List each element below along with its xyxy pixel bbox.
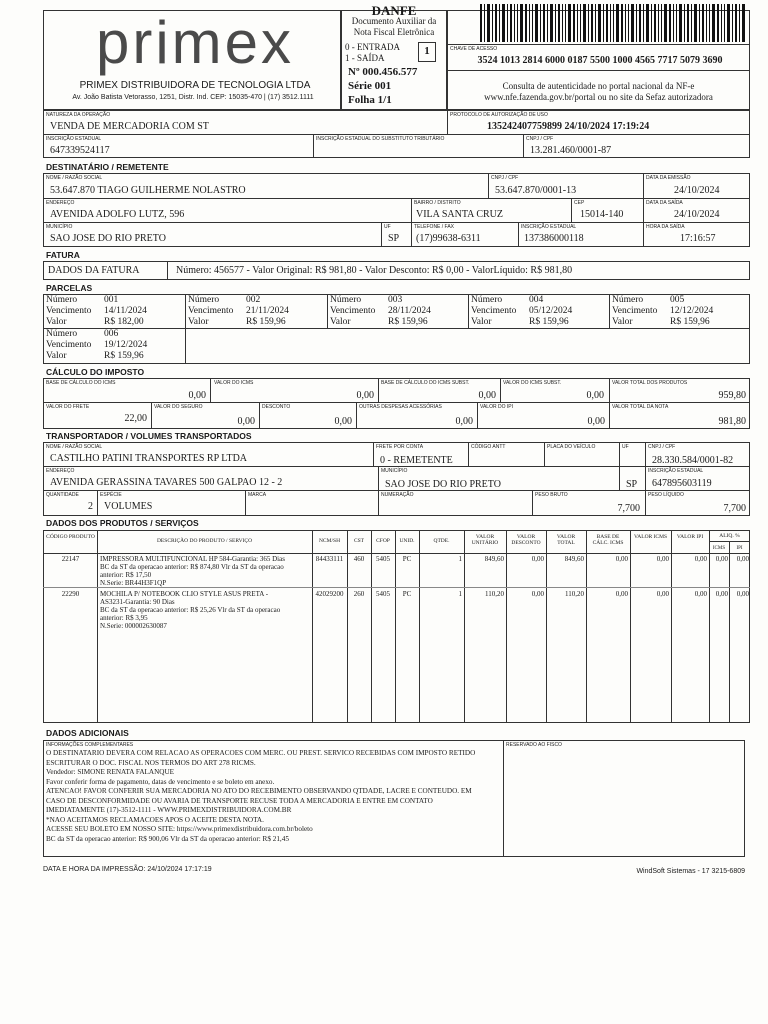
parcela-valor: R$ 159,96	[388, 317, 428, 327]
hdr-aliq: ALIQ. %	[719, 533, 740, 539]
parcela-valor-label: Valor	[471, 317, 492, 327]
prod-col-aliq-ipi	[729, 541, 730, 723]
product-cst: 460	[353, 555, 365, 563]
dest-cnpj-label: CNPJ / CPF	[491, 175, 519, 181]
dest-bairro-label: BAIRRO / DISTRITO	[414, 200, 461, 206]
parcela-numero: 002	[246, 295, 261, 305]
imposto-col-h	[477, 402, 478, 429]
product-unid: PC	[402, 590, 412, 598]
dest-bairro-value: VILA SANTA CRUZ	[416, 209, 503, 220]
info-line: ATENCAO! FAVOR CONFERIR SUA MERCADORIA NO ATO DO RECEBIMENTO OBSERVANDO QTDADE, LACRE E CONTEUDO. EM	[46, 787, 472, 795]
fatura-dados: DADOS DA FATURA	[48, 265, 140, 276]
product-cfop: 5405	[376, 590, 390, 598]
ie-value: 647339524117	[50, 145, 110, 156]
tipo-value: 1	[424, 45, 430, 57]
danfe-subtitle-2: Nota Fiscal Eletrônica	[353, 27, 435, 37]
parcela-venc-label: Vencimento	[46, 306, 92, 316]
parcela-valor: R$ 182,00	[104, 317, 144, 327]
info-line: O DESTINATARIO DEVERA COM RELACAO AS OPERACOES COM MERC. OU PREST. SERVICO RECEBIDAS COM IMPOSTO RETIDO	[46, 749, 476, 757]
product-description-line: N.Serie: 000002630087	[100, 622, 167, 630]
parcela-venc: 05/12/2024	[529, 306, 573, 316]
bc-st-value: 0,00	[478, 390, 496, 401]
desconto-label: DESCONTO	[262, 404, 291, 410]
dest-municipio-label: MUNICÍPIO	[46, 224, 73, 230]
product-vicms: 0,00	[656, 590, 669, 598]
product-vdesc: 0,00	[531, 555, 544, 563]
trans-end-value: AVENIDA GERASSINA TAVARES 500 GALPAO 12 - 2	[50, 477, 283, 488]
hdr-qtde: QTDE.	[433, 538, 450, 544]
consulta-line-2[interactable]: www.nfe.fazenda.gov.br/portal ou no site da Sefaz autorizadora	[484, 92, 713, 102]
trans-frete-value: 0 - REMETENTE	[380, 455, 453, 466]
dest-uf-label: UF	[384, 224, 391, 230]
produtos-header-divider	[43, 553, 750, 554]
product-qtde: 1	[458, 590, 462, 598]
dest-cep-label: CEP	[574, 200, 585, 206]
product-cst: 260	[353, 590, 365, 598]
product-description-line: anterior: R$ 17,50	[100, 571, 152, 579]
info-line: IMEDIATAMENTE (17)-3512-1111 - WWW.PRIMEXDISTRIBUIDORA.COM.BR	[46, 806, 292, 814]
trans-row-1	[43, 466, 750, 467]
parcela-numero-label: Número	[471, 295, 503, 305]
trans-nome-label: NOME / RAZÃO SOCIAL	[46, 444, 103, 450]
hdr-cfop: CFOP	[376, 538, 390, 544]
outras-value: 0,00	[455, 416, 473, 427]
parcela-numero: 005	[670, 295, 685, 305]
emitter-cnpj-value: 13.281.460/0001-87	[530, 145, 612, 156]
imposto-col-f	[259, 402, 260, 429]
parcelas-row-divider	[43, 328, 750, 329]
v-prod-label: VALOR TOTAL DOS PRODUTOS	[612, 380, 688, 386]
dest-fone-label: TELEFONE / FAX	[414, 224, 455, 230]
natureza-label: NATUREZA DA OPERAÇÃO	[46, 112, 111, 118]
trans-col-cnpj	[645, 442, 646, 516]
adicionais-title: DADOS ADICIONAIS	[46, 728, 129, 738]
protocolo-label: PROTOCOLO DE AUTORIZAÇÃO DE USO	[450, 112, 548, 118]
parcela-valor-label: Valor	[46, 351, 67, 361]
destinatario-title: DESTINATÁRIO / REMETENTE	[46, 162, 169, 172]
dest-col-fone	[411, 222, 412, 247]
info-label: INFORMAÇÕES COMPLEMENTARES	[46, 742, 134, 748]
dest-nome-value: 53.647.870 TIAGO GUILHERME NOLASTRO	[50, 185, 246, 196]
product-vunit: 110,20	[485, 590, 504, 598]
natureza-value: VENDA DE MERCADORIA COM ST	[50, 121, 209, 132]
product-description-line: BC da ST da operacao anterior: R$ 874,80 Vlr da ST da operacao	[100, 563, 284, 571]
dest-cep-value: 15014-140	[580, 209, 624, 220]
hdr-vunit: VALOR UNITÁRIO	[471, 534, 499, 546]
parcela-numero-label: Número	[46, 295, 78, 305]
dest-cnpj-value: 53.647.870/0001-13	[495, 185, 577, 196]
product-description-line: MOCHILA P/ NOTEBOOK CLIO STYLE ASUS PRETA -	[100, 590, 269, 598]
parcela-valor: R$ 159,96	[670, 317, 710, 327]
product-aliq-ipi: 0,00	[736, 555, 749, 563]
parcela-venc: 14/11/2024	[104, 306, 147, 316]
product-unid: PC	[402, 555, 412, 563]
hdr-bc: BASE DE CÁLC. ICMS	[592, 534, 624, 546]
product-vicms: 0,00	[656, 555, 669, 563]
trans-col-esp	[97, 490, 98, 516]
dest-col-uf	[381, 222, 382, 247]
dest-endereco-label: ENDEREÇO	[46, 200, 75, 206]
parcela-venc: 12/12/2024	[670, 306, 714, 316]
dest-col-emissao	[643, 173, 644, 247]
trans-end-label: ENDEREÇO	[46, 468, 75, 474]
hdr-codigo: CÓDIGO PRODUTO	[46, 534, 95, 540]
emitter-cnpj-label: CNPJ / CPF	[526, 136, 554, 142]
bc-icms-label: BASE DE CÁLCULO DO ICMS	[46, 380, 116, 386]
parcela-numero-label: Número	[46, 329, 78, 339]
bc-st-label: BASE DE CÁLCULO DO ICMS SUBST.	[381, 380, 470, 386]
info-line: BC da ST da operacao anterior: R$ 900,06 Vlr da ST da operacao anterior: R$ 21,45	[46, 834, 289, 843]
access-key-value[interactable]: 3524 1013 2814 6000 0187 5500 1000 4565 7717 5079 3690	[477, 55, 723, 66]
adicionais-divider	[503, 740, 504, 857]
parcela-valor-label: Valor	[188, 317, 209, 327]
imposto-title: CÁLCULO DO IMPOSTO	[46, 367, 145, 377]
v-st-label: VALOR DO ICMS SUBST.	[503, 380, 562, 386]
trans-col-antt	[468, 442, 469, 466]
parcelas-col-1	[185, 294, 186, 364]
product-qtde: 1	[458, 555, 462, 563]
parcela-numero: 003	[388, 295, 403, 305]
product-vtotal: 110,20	[565, 590, 584, 598]
parcelas-col-3	[468, 294, 469, 328]
imposto-col-c	[500, 378, 501, 402]
software-credit: WindSoft Sistemas - 17 3215-6809	[636, 868, 745, 875]
product-description-line: AS3231-Garantia: 90 Dias	[100, 598, 175, 606]
print-timestamp: DATA E HORA DA IMPRESSÃO: 24/10/2024 17:17:19	[43, 866, 212, 873]
ipi-value: 0,00	[587, 416, 605, 427]
trans-row-2	[43, 490, 750, 491]
dest-ie-value: 137386000118	[524, 233, 584, 244]
fatura-title: FATURA	[46, 250, 80, 260]
nf-number: Nº 000.456.577	[348, 66, 418, 78]
product-aliq-ipi: 0,00	[736, 590, 749, 598]
product-ncm: 84433111	[315, 555, 344, 563]
v-st-value: 0,00	[586, 390, 604, 401]
dest-emissao-label: DATA DA EMISSÃO	[646, 175, 691, 181]
parcela-valor-label: Valor	[612, 317, 633, 327]
hdr-cst: CST	[353, 538, 365, 544]
parcela-venc: 19/12/2024	[104, 340, 148, 350]
desconto-value: 0,00	[334, 416, 352, 427]
dest-uf-value: SP	[388, 233, 400, 244]
dest-col-cep	[571, 198, 572, 222]
parcela-numero: 004	[529, 295, 544, 305]
product-vunit: 849,60	[484, 555, 504, 563]
hdr-ncm: NCM/SH	[318, 538, 341, 544]
ipi-label: VALOR DO IPI	[480, 404, 513, 410]
trans-pl-label: PESO LÍQUIDO	[648, 492, 684, 498]
dest-hora-label: HORA DA SAÍDA	[646, 224, 685, 230]
trans-frete-label: FRETE POR CONTA	[376, 444, 424, 450]
company-address: Av. João Batista Vetorasso, 1251, Distr. Ind. CEP: 15035-470 | (17) 3512.1111	[72, 94, 314, 101]
trans-num-label: NUMERAÇÃO	[381, 492, 414, 498]
parcela-numero: 001	[104, 295, 119, 305]
info-line: CASO DE DESCONFORMIDADE OU AVARIA DE TRANSPORTE RECUSE TODA A MERCADORIA E ENTRE EM CONTATO	[46, 796, 433, 805]
ie-label: INSCRIÇÃO ESTADUAL	[46, 136, 102, 142]
hdr-vipi: VALOR IPI	[676, 534, 704, 540]
aliq-header-divider	[709, 541, 750, 542]
dest-saida-value: 24/10/2024	[674, 209, 720, 220]
dest-hora-value: 17:16:57	[680, 233, 716, 244]
operation-divider	[447, 110, 448, 134]
parcela-venc-label: Vencimento	[330, 306, 376, 316]
hdr-vicms: VALOR ICMS	[633, 534, 668, 540]
outras-label: OUTRAS DESPESAS ACESSÓRIAS	[359, 404, 442, 410]
product-description-line: anterior: R$ 3,95	[100, 614, 148, 622]
key-divider	[447, 44, 750, 45]
saida-label: 1 - SAÍDA	[345, 53, 385, 63]
product-code: 22147	[61, 555, 80, 563]
trans-col-marca	[245, 490, 246, 516]
imposto-col-g	[356, 402, 357, 429]
trans-qtd-label: QUANTIDADE	[46, 492, 79, 498]
nota-value: 981,80	[718, 416, 746, 427]
product-vtotal: 849,60	[564, 555, 584, 563]
parcela-numero-label: Número	[612, 295, 644, 305]
dest-col-ie	[518, 222, 519, 247]
trans-ie-value: 647895603119	[652, 478, 712, 489]
v-icms-value: 0,00	[356, 390, 374, 401]
imposto-col-b	[378, 378, 379, 402]
cnpj-divider	[523, 134, 524, 158]
reservado-label: RESERVADO AO FISCO	[506, 742, 562, 748]
dest-nome-label: NOME / RAZÃO SOCIAL	[46, 175, 103, 181]
ie-divider	[313, 134, 314, 158]
dest-saida-label: DATA DA SAÍDA	[646, 200, 683, 206]
trans-ie-label: INSCRIÇÃO ESTADUAL	[648, 468, 704, 474]
v-prod-value: 959,80	[718, 390, 746, 401]
trans-nome-value: CASTILHO PATINI TRANSPORTES RP LTDA	[50, 453, 248, 464]
trans-col-placa	[544, 442, 545, 466]
nota-label: VALOR TOTAL DA NOTA	[612, 404, 669, 410]
company-name: PRIMEX DISTRIBUIDORA DE TECNOLOGIA LTDA	[79, 80, 311, 91]
product-description-line: IMPRESSORA MULTIFUNCIONAL HP 584-Garantia: 365 Dias	[100, 555, 285, 563]
dest-fone-value: (17)99638-6311	[416, 233, 481, 244]
imposto-col-e	[151, 402, 152, 429]
product-bc: 0,00	[615, 555, 628, 563]
trans-esp-label: ESPÉCIE	[100, 492, 122, 498]
imposto-col-d	[609, 378, 610, 429]
product-vipi: 0,00	[694, 555, 707, 563]
parcelas-col-4	[609, 294, 610, 328]
trans-col-uf	[619, 442, 620, 490]
parcela-numero-label: Número	[330, 295, 362, 305]
dest-emissao-value: 24/10/2024	[674, 185, 720, 196]
hdr-vtotal: VALOR TOTAL	[556, 534, 576, 546]
fatura-summary: Número: 456577 - Valor Original: R$ 981,80 - Valor Desconto: R$ 0,00 - ValorLíquido: R$ 981,80	[176, 265, 573, 276]
trans-uf-label: UF	[622, 444, 629, 450]
imposto-col-a	[210, 378, 211, 402]
ie-st-label: INSCRIÇÃO ESTADUAL DO SUBSTITUTO TRIBUTÁRIO	[316, 136, 445, 142]
parcela-venc-label: Vencimento	[612, 306, 658, 316]
parcela-venc: 21/11/2024	[246, 306, 289, 316]
nf-folha: Folha 1/1	[348, 94, 392, 106]
v-icms-label: VALOR DO ICMS	[214, 380, 254, 386]
trans-antt-label: CÓDIGO ANTT	[471, 444, 506, 450]
dest-endereco-value: AVENIDA ADOLFO LUTZ, 596	[50, 209, 185, 220]
trans-mun-value: SAO JOSE DO RIO PRETO	[385, 479, 501, 490]
danfe-subtitle-1: Documento Auxiliar da	[351, 16, 437, 26]
parcela-valor: R$ 159,96	[104, 351, 144, 361]
bc-icms-value: 0,00	[188, 390, 206, 401]
seguro-value: 0,00	[237, 416, 255, 427]
hdr-vdesc: VALOR DESCONTO	[511, 534, 541, 546]
parcela-venc: 28/11/2024	[388, 306, 431, 316]
trans-cnpj-value: 28.330.584/0001-82	[652, 455, 734, 466]
product-vipi: 0,00	[694, 590, 707, 598]
trans-esp-value: VOLUMES	[104, 501, 153, 512]
parcela-numero: 006	[104, 329, 119, 339]
product-code: 22290	[61, 590, 80, 598]
imposto-row-divider	[43, 402, 750, 403]
nf-serie: Série 001	[348, 80, 392, 92]
hdr-aliq-ipi: IPI	[736, 546, 743, 551]
info-line: ACESSE SEU BOLETO EM NOSSO SITE: https://www.primexdistribuidora.com.br/boleto	[46, 825, 313, 833]
hdr-unid: UNID.	[399, 538, 415, 544]
hdr-aliq-icms: ICMS	[712, 546, 726, 551]
dest-ie-label: INSCRIÇÃO ESTADUAL	[521, 224, 577, 230]
protocolo-value: 135242407759899 24/10/2024 17:19:24	[487, 121, 650, 132]
operation-row-divider	[43, 134, 750, 135]
parcelas-col-2	[327, 294, 328, 328]
trans-placa-label: PLACA DO VEÍCULO	[547, 444, 596, 450]
consulta-line-1: Consulta de autenticidade no portal nacional da NF-e	[502, 81, 695, 91]
produtos-title: DADOS DOS PRODUTOS / SERVIÇOS	[46, 518, 199, 528]
parcela-valor: R$ 159,96	[529, 317, 569, 327]
info-line: *NAO ACEITAMOS RECLAMACOES APOS O ACEITE DESTA NOTA.	[46, 815, 264, 824]
product-vdesc: 0,00	[531, 590, 544, 598]
trans-col-peso	[532, 490, 533, 516]
dest-col-bairro	[411, 198, 412, 222]
access-key-label: CHAVE DE ACESSO	[450, 46, 498, 52]
product-cfop: 5405	[376, 555, 390, 563]
key-divider-2	[447, 70, 750, 71]
trans-pb-label: PESO BRUTO	[535, 492, 568, 498]
parcela-valor-label: Valor	[330, 317, 351, 327]
entrada-label: 0 - ENTRADA	[345, 42, 400, 52]
frete-label: VALOR DO FRETE	[46, 404, 90, 410]
transportador-title: TRANSPORTADOR / VOLUMES TRANSPORTADOS	[46, 431, 252, 441]
trans-col-mun	[378, 466, 379, 516]
product-aliq-icms: 0,00	[715, 555, 728, 563]
info-line: ESCRITURAR O DOC. FISCAL NOS TERMOS DO ART 278 RICMS.	[46, 758, 256, 767]
info-line: Favor conferir forma de pagamento, datas de vencimento e se boleto em anexo.	[46, 777, 275, 786]
frete-value: 22,00	[124, 413, 147, 424]
parcela-numero-label: Número	[188, 295, 220, 305]
product-ncm: 42029200	[315, 590, 344, 598]
product-description-line: N.Serie: BR44H3F1QP	[100, 579, 167, 587]
product-bc: 0,00	[615, 590, 628, 598]
product-aliq-icms: 0,00	[715, 590, 728, 598]
product-row-divider	[43, 587, 750, 588]
danfe-title: DANFE	[371, 3, 417, 18]
trans-marca-label: MARCA	[248, 492, 267, 498]
fatura-divider	[167, 261, 168, 280]
company-logo: primex	[95, 9, 295, 76]
parcela-venc-label: Vencimento	[471, 306, 517, 316]
prod-col-desc	[97, 530, 98, 723]
trans-qtd-value: 2	[88, 501, 93, 512]
info-line: Vendedor: SIMONE RENATA FALANQUE	[46, 768, 175, 776]
product-description-line: BC da ST da operacao anterior: R$ 25,26 Vlr da ST da operacao	[100, 606, 281, 614]
barcode	[480, 4, 748, 42]
trans-col-frete	[373, 442, 374, 466]
trans-pb-value: 7,700	[617, 503, 640, 514]
trans-pl-value: 7,700	[723, 503, 746, 514]
dest-municipio-value: SAO JOSE DO RIO PRETO	[50, 233, 166, 244]
seguro-label: VALOR DO SEGURO	[154, 404, 203, 410]
trans-cnpj-label: CNPJ / CPF	[648, 444, 676, 450]
parcelas-title: PARCELAS	[46, 283, 93, 293]
trans-mun-label: MUNICÍPIO	[381, 468, 408, 474]
parcela-valor-label: Valor	[46, 317, 67, 327]
hdr-desc: DESCRIÇÃO DO PRODUTO / SERVIÇO	[156, 538, 253, 544]
dest-col-cnpj	[488, 173, 489, 198]
parcela-venc-label: Vencimento	[46, 340, 92, 350]
parcela-valor: R$ 159,96	[246, 317, 286, 327]
trans-uf-value: SP	[626, 479, 638, 490]
parcela-venc-label: Vencimento	[188, 306, 234, 316]
